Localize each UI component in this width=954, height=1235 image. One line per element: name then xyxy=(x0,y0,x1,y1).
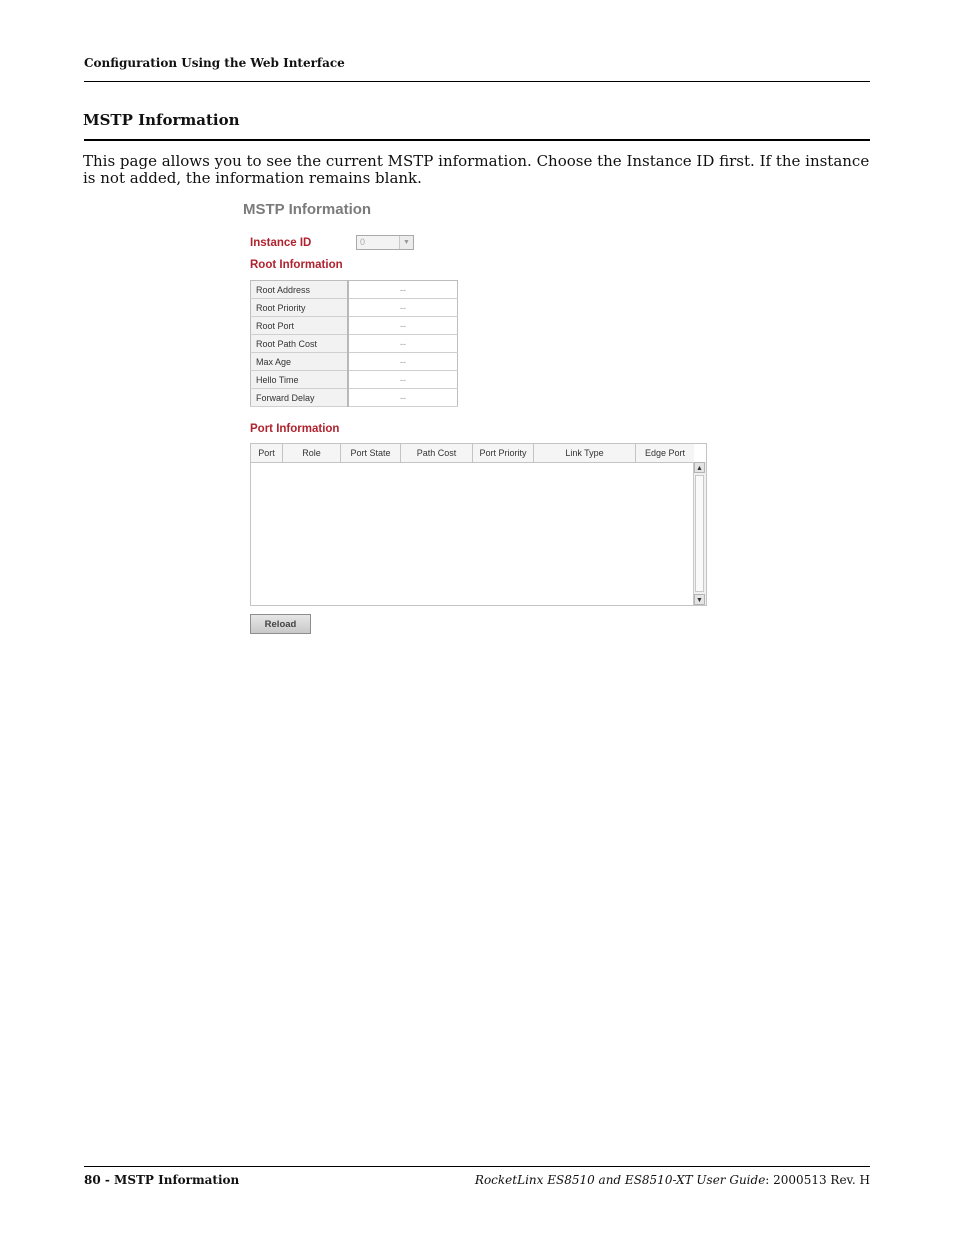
port-table-header xyxy=(251,444,694,463)
max-age-label: Max Age xyxy=(251,353,349,371)
root-address-label: Root Address xyxy=(251,281,349,299)
scroll-up-icon[interactable]: ▲ xyxy=(694,462,705,473)
root-priority-value: -- xyxy=(348,299,458,317)
table-row xyxy=(251,281,458,299)
header-rule xyxy=(84,81,870,82)
footer-revision: : 2000513 Rev. H xyxy=(765,1173,870,1187)
column-header-port-state: Port State xyxy=(341,444,401,462)
table-row xyxy=(251,335,458,353)
chevron-down-icon[interactable]: ▼ xyxy=(399,236,413,249)
section-rule xyxy=(84,139,870,141)
column-header-path-cost: Path Cost xyxy=(401,444,473,462)
footer-rule xyxy=(84,1166,870,1167)
table-row xyxy=(251,371,458,389)
column-header-port: Port xyxy=(251,444,283,462)
root-path-cost-label: Root Path Cost xyxy=(251,335,349,353)
footer-product-title: RocketLinx ES8510 and ES8510-XT User Guide xyxy=(474,1173,766,1187)
forward-delay-label: Forward Delay xyxy=(251,389,349,407)
forward-delay-value: -- xyxy=(348,389,458,407)
table-row xyxy=(251,299,458,317)
root-information-heading: Root Information xyxy=(250,259,343,271)
table-row xyxy=(251,353,458,371)
instance-id-label: Instance ID xyxy=(250,237,312,249)
table-row xyxy=(251,317,458,335)
root-priority-label: Root Priority xyxy=(251,299,349,317)
root-address-value: -- xyxy=(348,281,458,299)
port-information-heading: Port Information xyxy=(250,423,340,435)
root-port-label: Root Port xyxy=(251,317,349,335)
root-path-cost-value: -- xyxy=(348,335,458,353)
instance-id-value: 0 xyxy=(360,237,366,247)
column-header-port-priority: Port Priority xyxy=(473,444,534,462)
instance-id-select[interactable] xyxy=(356,235,414,250)
ui-page-title: MSTP Information xyxy=(243,201,372,218)
column-header-role: Role xyxy=(283,444,341,462)
section-title: MSTP Information xyxy=(83,111,240,129)
reload-button[interactable]: Reload xyxy=(250,614,311,634)
hello-time-value: -- xyxy=(348,371,458,389)
port-information-table xyxy=(250,443,707,606)
scroll-thumb[interactable] xyxy=(695,475,704,592)
column-header-edge-port: Edge Port xyxy=(644,448,686,458)
running-head: Configuration Using the Web Interface xyxy=(84,56,345,70)
footer-page-label: 80 - MSTP Information xyxy=(84,1173,240,1187)
hello-time-label: Hello Time xyxy=(251,371,349,389)
port-table-scrollbar[interactable] xyxy=(693,462,706,605)
root-port-value: -- xyxy=(348,317,458,335)
intro-paragraph: This page allows you to see the current MSTP information. Choose the Instance ID first. If the instance is not added, the information remains blank. xyxy=(83,152,870,187)
column-header-link-type: Link Type xyxy=(534,444,636,462)
scroll-down-icon[interactable]: ▼ xyxy=(694,594,705,605)
footer-document-info xyxy=(475,1173,870,1187)
table-row xyxy=(251,389,458,407)
root-information-table xyxy=(250,280,458,407)
max-age-value: -- xyxy=(348,353,458,371)
